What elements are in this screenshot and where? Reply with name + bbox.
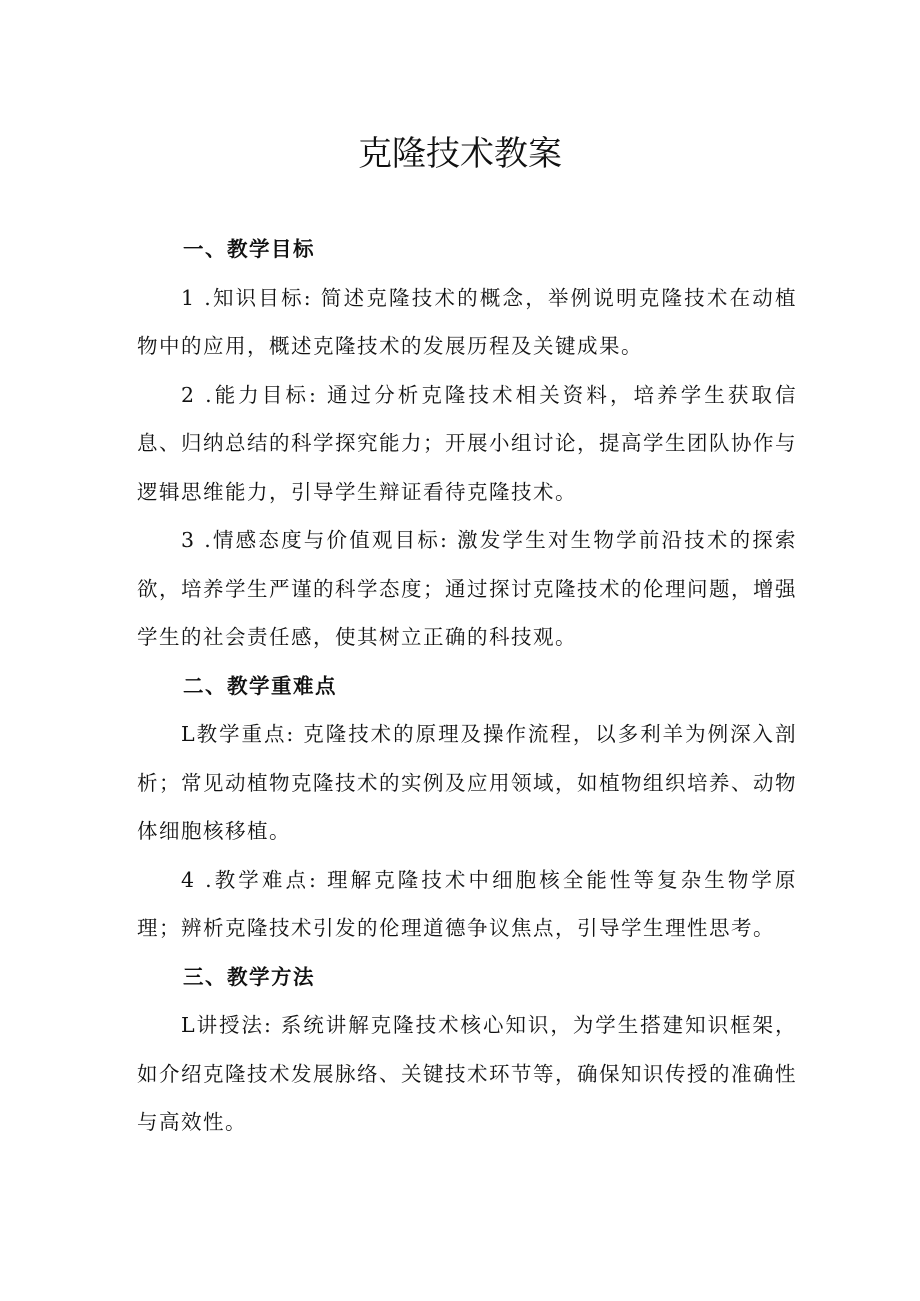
section-heading: 三、教学方法 xyxy=(183,964,315,989)
paragraph: 4 .教学难点: 理解克隆技术中细胞核全能性等复杂生物学原理；辨析克隆技术引发的伦理道德争议焦点，引导学生理性思考。 xyxy=(137,867,797,940)
page-title: 克隆技术教案 xyxy=(358,134,562,174)
paragraph: L教学重点: 克隆技术的原理及操作流程，以多利羊为例深入剖析；常见动植物克隆技术的实例及应用领域，如植物组织培养、动物体细胞核移植。 xyxy=(137,722,797,843)
section-key-difficult-points xyxy=(137,662,797,953)
document-body xyxy=(137,225,797,1147)
section-teaching-objectives xyxy=(137,225,797,662)
section-heading: 二、教学重难点 xyxy=(183,673,337,698)
paragraph: 3 .情感态度与价值观目标: 激发学生对生物学前沿技术的探索欲，培养学生严谨的科学态度；通过探讨克隆技术的伦理问题，增强学生的社会责任感，使其树立正确的科技观。 xyxy=(137,528,797,649)
paragraph: 1 .知识目标: 简述克隆技术的概念，举例说明克隆技术在动植物中的应用，概述克隆技术的发展历程及关键成果。 xyxy=(137,285,797,358)
paragraph: L讲授法: 系统讲解克隆技术核心知识，为学生搭建知识框架，如介绍克隆技术发展脉络、关键技术环节等，确保知识传授的准确性与高效性。 xyxy=(137,1013,797,1134)
section-heading: 一、教学目标 xyxy=(183,237,315,261)
paragraph: 2 .能力目标: 通过分析克隆技术相关资料，培养学生获取信息、归纳总结的科学探究能力；开展小组讨论，提高学生团队协作与逻辑思维能力，引导学生辩证看待克隆技术。 xyxy=(137,382,797,504)
section-teaching-methods xyxy=(137,953,797,1147)
